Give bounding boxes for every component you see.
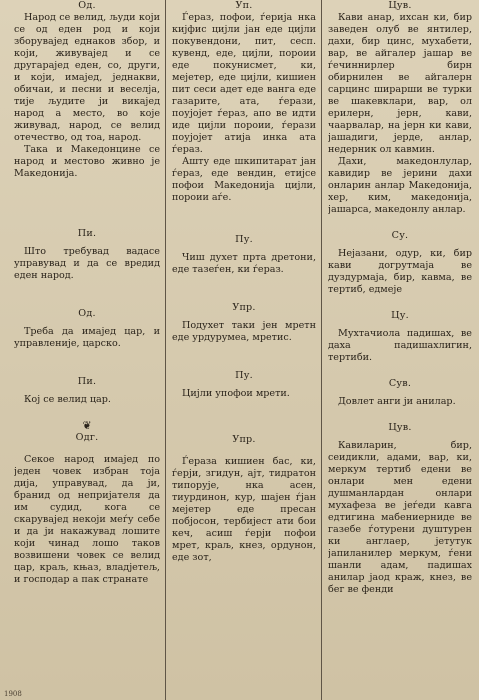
heading-upr-2: Упр. <box>232 434 256 445</box>
spacer <box>328 216 472 230</box>
spacer <box>172 400 316 434</box>
heading-cuv-2: Цув. <box>388 422 412 433</box>
heading-od-2: Од. <box>78 308 96 319</box>
heading-pu-2: Пу. <box>235 370 253 381</box>
heading-pi: Пи. <box>77 228 97 239</box>
heading-cu: Цу. <box>391 310 409 321</box>
paragraph-governance: Нејазани, одур, ки, бир кави догрутмаја ве дуздурмаја, бир, кавма, ве тертиб, едмеје <box>328 248 472 295</box>
paragraph-state: Довлет анги ји анилар. <box>338 396 456 407</box>
paragraph-who-is-tsar: Кој се велид цар. <box>24 394 111 405</box>
heading-su: Су. <box>391 230 409 241</box>
heading-up: Уп. <box>235 0 253 11</box>
spacer <box>172 344 316 370</box>
paragraph-padishah-definition: Кавиларин, бир, сеидикли, адами, вар, ки, меркум тертиб едени ве онлари мен едени душманлардан онлари мухафеза ве јеѓеди кавга едтигина мабениерниде ве газебе ѓотурени душтурен ки англаер, јетутук јапиланилер меркум, ѓени шанли адам, падишах анилар јаод краж, кнез, ве бег ве фенди <box>328 440 472 595</box>
column-macedonian <box>14 0 160 700</box>
paragraph-nation-definition: Ѓераз, пофои, ѓерија нка кијфис цијли јан еде цијли покувендони, пит, сесп. кувенд, еде, цијли, пороии еде покунисмет, ки, мејетер, еде цијли, кишиен пит сеси адет еде ванга еде газарите, ата, ѓерази, поујојет ѓераз, апо ве идти иде цијли пороии, ѓерази поујојет атија инка ата ѓераз. <box>172 12 316 155</box>
heading-odg: Одг. <box>75 432 99 443</box>
spacer <box>328 364 472 378</box>
heading-od: Од. <box>78 0 96 11</box>
heading-suv: Сув. <box>388 378 412 389</box>
paragraph-king-definition: Ѓераза кишиен бас, ки, ѓерји, згидун, ајт, тидратон типорује, нка асен, тиурдинон, кур, шајен ѓјан мејетер еде пресан побјосон, тербијест ати бои кеч, асиш ѓерји пофои мрет, краљ, кнез, ордунон, еде зот, <box>172 456 316 563</box>
heading-pi-2: Пи. <box>77 376 97 387</box>
paragraph-nation-definition: Кави анар, ихсан ки, бир заведен олуб ве янтилер, дахи, бир цинс, мухабети, вар, ве айгалер јашар ве ѓечиннирлер бирн обирнилен ве айгалерн сарцинс ширарши ве турки ве шакевклари, вар, ол ерилерн, јерн, кави, чаарвалар, на јерн ки кави, јашадиги, јерде, анлар, недерник ол кавмин. <box>328 12 472 155</box>
column-rule-right <box>321 0 322 700</box>
spacer <box>328 408 472 422</box>
paragraph-tsar-definition: Секое народ имајед по једен човек избран тоја дија, управувад, да ји, бранид од непријателя да им судид, кога се скарувајед некоји меѓу себе и да ји накажувад лошите који чинад лошо таков возвишени човек се велид цар, краљ, књаз, владјетељ, и господар а пак странате <box>14 454 160 585</box>
paragraph-macedonians: Така и Македонцине се народ и местово живно је Македонија. <box>14 144 160 179</box>
column-albanian <box>172 0 316 700</box>
heading-pu: Пу. <box>235 234 253 245</box>
spacer <box>328 296 472 310</box>
column-turkish <box>328 0 472 700</box>
paragraph-albanians: Ашту еде шкипитарат јан ѓераз, еде вендин, етијсе пофои Македонија цијли, пороии аѓе. <box>172 156 316 203</box>
paragraph-nation-definition: Народ се велид, људи који се од еден род и који зборувајед еднаков збор, и који, живувајед и се другарајед еден, со, други, и који, имајед, једнакви, обичаи, и песни и веселја, тије људите ји викајед народ а место, во које живувад, народ, се велид отечество, од тоа, народ. <box>14 12 160 143</box>
spacer <box>172 204 316 234</box>
spacer <box>14 350 160 376</box>
spacer <box>172 276 316 302</box>
spacer <box>172 446 316 456</box>
spacer <box>14 406 160 420</box>
paragraph-need-king: Подухет таки јен мретн еде урдурумеа, мретис. <box>172 320 316 343</box>
heading-upr: Упр. <box>232 302 256 313</box>
column-rule-left <box>165 0 166 700</box>
spacer <box>14 282 160 308</box>
heading-cuv: Цув. <box>388 0 412 11</box>
paragraph-need-tsar: Треба да имајед цар, и управленије, царско. <box>14 326 160 349</box>
paragraph-who-is-king: Цијли упофои мрети. <box>182 388 290 399</box>
paragraph-governance: Чиш духет прта дретони, еде тазеѓен, ки ѓераз. <box>172 252 316 275</box>
paragraph-governance: Што требувад вадасе управувад и да се вредид еден народ. <box>14 246 160 281</box>
spacer <box>14 180 160 228</box>
paragraph-macedonians: Дахи, македонлулар, кавидир ве јерини дахи онларин анлар Македонија, хер, ким, македонија, јашарса, македонлу анлар. <box>328 156 472 215</box>
spacer <box>14 444 160 454</box>
ornament-icon: ❦ <box>82 419 92 432</box>
page-number: 1908 <box>4 690 22 698</box>
paragraph-need-padishah: Мухтачиола падишах, ве даха падишахлигин, тертиби. <box>328 328 472 363</box>
